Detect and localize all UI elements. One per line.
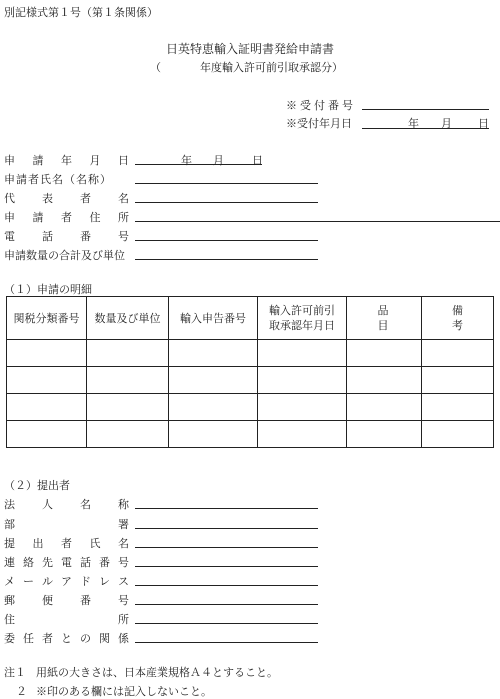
form-title: 日英特恵輸入証明書発給申請書 — [165, 42, 334, 56]
email-label: メ ー ル ア ド レ ス — [4, 575, 129, 588]
table-cell — [87, 367, 169, 394]
column-header-tariff-number: 関税分類番号 — [7, 297, 87, 340]
contact-phone-field — [135, 566, 318, 567]
table-cell — [7, 421, 87, 448]
column-header-quantity-unit: 数量及び単位 — [87, 297, 169, 340]
table-cell — [422, 394, 494, 421]
details-header-row — [7, 297, 494, 340]
submitter-name-label: 提 出 者 氏 名 — [4, 537, 129, 550]
table-cell — [169, 394, 258, 421]
applicant-name-label: 申請者氏名（名称） — [4, 173, 112, 186]
application-date-day: 日 — [252, 154, 263, 167]
table-cell — [87, 340, 169, 367]
corporate-name-label: 法 人 名 称 — [4, 498, 129, 511]
form-id: 別記様式第１号（第１条関係） — [4, 6, 158, 19]
column-header-item: 品目 — [347, 297, 422, 340]
applicant-address-label: 申 請 者 住 所 — [4, 211, 129, 224]
reception-date-field — [362, 128, 489, 129]
table-cell — [87, 421, 169, 448]
relationship-label: 委 任 者 と の 関 係 — [4, 632, 129, 645]
note-1-text: 用紙の大きさは、日本産業規格Ａ４とすること。 — [36, 666, 278, 679]
reception-number-label: ※受付番号 — [286, 99, 356, 112]
table-cell — [169, 367, 258, 394]
submitter-section-title: （２）提出者 — [4, 479, 70, 492]
table-cell — [7, 340, 87, 367]
table-cell — [169, 421, 258, 448]
table-row — [7, 421, 494, 448]
submitter-address-label: 住 所 — [4, 613, 129, 626]
application-date-year: 年 — [181, 154, 192, 167]
representative-field — [135, 202, 318, 203]
table-row — [7, 340, 494, 367]
table-cell — [422, 340, 494, 367]
table-cell — [169, 340, 258, 367]
representative-label: 代 表 者 名 — [4, 192, 129, 205]
application-date-field — [135, 164, 262, 165]
table-row — [7, 367, 494, 394]
submitter-name-field — [135, 547, 318, 548]
relationship-field — [135, 642, 318, 643]
note-2-prefix: ２ — [16, 685, 27, 698]
table-cell — [347, 340, 422, 367]
details-table — [6, 296, 497, 448]
table-cell — [258, 340, 347, 367]
table-cell — [347, 421, 422, 448]
table-row — [7, 394, 494, 421]
application-date-month: 月 — [213, 154, 224, 167]
subtitle-open-paren: （ — [150, 61, 161, 74]
details-section-title: （１）申請の明細 — [4, 283, 92, 296]
column-header-remarks: 備考 — [422, 297, 494, 340]
contact-phone-label: 連 絡 先 電 話 番 号 — [4, 556, 129, 569]
table-cell — [258, 367, 347, 394]
table-cell — [258, 394, 347, 421]
submitter-address-field — [135, 623, 318, 624]
applicant-name-field — [135, 183, 318, 184]
table-cell — [347, 367, 422, 394]
table-cell — [422, 421, 494, 448]
reception-number-field — [362, 109, 489, 110]
column-header-declaration-number: 輸入申告番号 — [169, 297, 258, 340]
application-date-label: 申 請 年 月 日 — [4, 154, 129, 167]
table-cell — [258, 421, 347, 448]
table-cell — [87, 394, 169, 421]
department-label: 部 署 — [4, 518, 129, 531]
department-field — [135, 528, 318, 529]
table-cell — [347, 394, 422, 421]
reception-date-month: 月 — [441, 117, 452, 130]
reception-date-label: ※受付年月日 — [286, 117, 352, 130]
corporate-name-field — [135, 508, 318, 509]
total-quantity-label: 申請数量の合計及び単位 — [4, 249, 125, 262]
table-cell — [7, 394, 87, 421]
email-field — [135, 585, 318, 586]
table-cell — [7, 367, 87, 394]
postal-code-label: 郵 便 番 号 — [4, 594, 129, 607]
phone-number-field — [135, 240, 318, 241]
phone-number-label: 電 話 番 号 — [4, 230, 129, 243]
reception-date-year: 年 — [408, 117, 419, 130]
column-header-approval-date: 輸入許可前引取承認年月日 — [258, 297, 347, 340]
note-2-text: ※印のある欄には記入しないこと。 — [36, 685, 212, 698]
subtitle-text: 年度輸入許可前引取承認分） — [200, 61, 343, 74]
note-1-prefix: 注１ — [4, 666, 26, 679]
applicant-address-field — [135, 221, 500, 222]
postal-code-field — [135, 604, 318, 605]
total-quantity-field — [135, 259, 318, 260]
table-cell — [422, 367, 494, 394]
reception-date-day: 日 — [478, 117, 489, 130]
